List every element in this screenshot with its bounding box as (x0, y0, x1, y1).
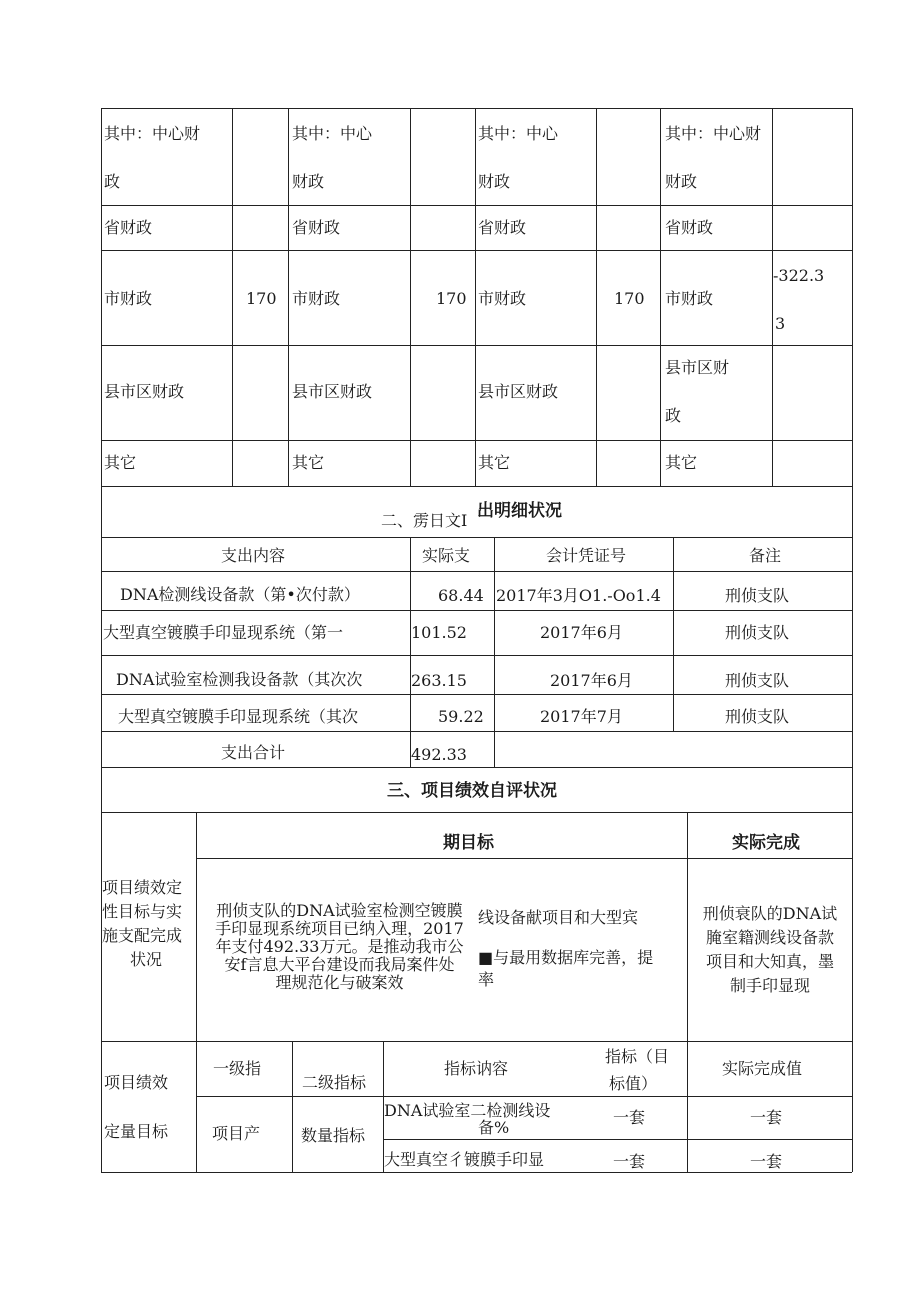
level2-value: 数量指标 (301, 1126, 366, 1145)
goal-description-right-2: ■与最用数据库完善，提 (478, 948, 654, 967)
level1-value: 项目产 (212, 1124, 261, 1143)
cell-central-finance-3b: 财政 (478, 172, 511, 191)
expense-row-1-note: 刑侦支队 (725, 586, 790, 605)
cell-county-finance-1: 县市区财政 (104, 382, 185, 401)
qualitative-goal-label: 项目绩效定 性目标与实 施支配完成 状况 (102, 878, 183, 969)
expense-row-4-amount: 59.22 (438, 707, 484, 726)
cell-central-finance-4: 其中：中心财 (665, 124, 762, 143)
goal-description-right-3: 率 (478, 970, 495, 989)
expense-row-2-note: 刑侦支队 (725, 623, 790, 642)
cell-city-finance-4: 市财政 (665, 289, 714, 308)
cell-central-finance-4b: 财政 (665, 172, 698, 191)
expense-row-2-amount: 101.52 (411, 623, 467, 642)
section3-title: 三、项目绩效自评状况 (387, 781, 557, 801)
cell-province-finance-4: 省财政 (665, 218, 714, 237)
expense-row-3-note: 刑侦支队 (725, 671, 790, 690)
cell-province-finance-2: 省财政 (292, 218, 341, 237)
header-actual-value: 实际完成值 (722, 1059, 803, 1078)
expense-row-3-voucher: 2017年6月 (550, 671, 633, 690)
header-indicator-content: 指标讷容 (444, 1059, 509, 1078)
expense-row-1-content: DNA检测线设备款（第•次付款） (120, 585, 360, 604)
indicator-1-target: 一套 (613, 1108, 646, 1127)
quant-goal-label-1: 项目绩效 (104, 1073, 169, 1092)
header-voucher-no: 会计凭证号 (546, 546, 627, 565)
cell-city-value-4: -322.3 (773, 266, 825, 285)
cell-central-finance-2: 其中：中心 (292, 124, 373, 143)
section2-title-left: 二、雳日文I (381, 511, 468, 530)
cell-city-finance-1: 市财政 (104, 289, 153, 308)
header-indicator-target-2: 标值） (609, 1074, 658, 1093)
indicator-1-actual: 一套 (750, 1108, 783, 1127)
indicator-1-content-b: 备% (478, 1118, 510, 1137)
goal-header: 期目标 (443, 833, 494, 853)
header-level1-indicator: 一级指 (213, 1059, 262, 1078)
cell-county-finance-4b: 政 (665, 406, 682, 425)
cell-city-finance-2: 市财政 (292, 289, 341, 308)
cell-other-1: 其它 (104, 453, 137, 472)
expense-row-4-content: 大型真空镀膜手印显现系统（其次 (118, 707, 359, 726)
cell-province-finance-1: 省财政 (104, 218, 153, 237)
cell-city-finance-3: 市财政 (478, 289, 527, 308)
cell-county-finance-3: 县市区财政 (478, 382, 559, 401)
indicator-1-content: DNA试验室二检测线设 (384, 1101, 551, 1120)
indicator-2-content: 大型真空彳镀膜手印显 (384, 1150, 545, 1169)
goal-description: 刑侦支队的DNA试验室检测空镀膜 手印显现系统项目已纳入理，2017 年支付492.33万元。是推动我市公 安f言息大平台建设而我局案件处 理规范化与破案效 (215, 901, 464, 992)
cell-other-2: 其它 (292, 453, 325, 472)
header-indicator-target-1: 指标（目 (605, 1047, 670, 1066)
cell-county-finance-4: 县市区财 (665, 358, 730, 377)
header-note: 备注 (749, 546, 782, 565)
expense-row-1-amount: 68.44 (438, 586, 484, 605)
cell-other-3: 其它 (478, 453, 511, 472)
indicator-2-target: 一套 (613, 1152, 646, 1171)
cell-city-value-1: 170 (246, 289, 277, 308)
header-level2-indicator: 二级指标 (302, 1073, 367, 1092)
expense-row-2-voucher: 2017年6月 (540, 623, 623, 642)
quant-goal-label-2: 定量目标 (104, 1122, 169, 1141)
cell-city-value-3: 170 (614, 289, 645, 308)
cell-county-finance-2: 县市区财政 (292, 382, 373, 401)
expense-row-3-amount: 263.15 (411, 671, 467, 690)
cell-province-finance-3: 省财政 (478, 218, 527, 237)
cell-city-value-4b: 3 (775, 314, 786, 333)
expense-row-4-note: 刑侦支队 (725, 707, 790, 726)
cell-other-4: 其它 (665, 453, 698, 472)
cell-central-finance-1b: 政 (104, 172, 121, 191)
expense-row-4-voucher: 2017年7月 (540, 707, 623, 726)
section2-title-right: 出明细状况 (477, 501, 562, 521)
expense-total-value: 492.33 (411, 745, 467, 764)
cell-central-finance-3: 其中：中心 (478, 124, 559, 143)
goal-description-right-1: 线设备献项目和大型宾 (478, 908, 639, 927)
actual-completion-header: 实际完成 (732, 833, 800, 853)
header-actual-amount: 实际支 (422, 546, 471, 565)
cell-central-finance-2b: 财政 (292, 172, 325, 191)
cell-city-value-2: 170 (436, 289, 467, 308)
expense-row-3-content: DNA试验室检测我设备款（其次次 (116, 670, 363, 689)
indicator-2-actual: 一套 (750, 1152, 783, 1171)
header-expense-content: 支出内容 (221, 546, 286, 565)
actual-completion-description: 刑侦衰队的DNA试 腌室籍测线设备款 项目和大知真，墨 制手印显现 (702, 904, 838, 995)
expense-row-2-content: 大型真空镀膜手印显现系统（第一 (103, 623, 344, 642)
expense-total-label: 支出合计 (221, 743, 286, 762)
expense-row-1-voucher: 2017年3月O1.-Oo1.4 (496, 586, 661, 605)
cell-central-finance-1: 其中：中心财 (104, 124, 201, 143)
